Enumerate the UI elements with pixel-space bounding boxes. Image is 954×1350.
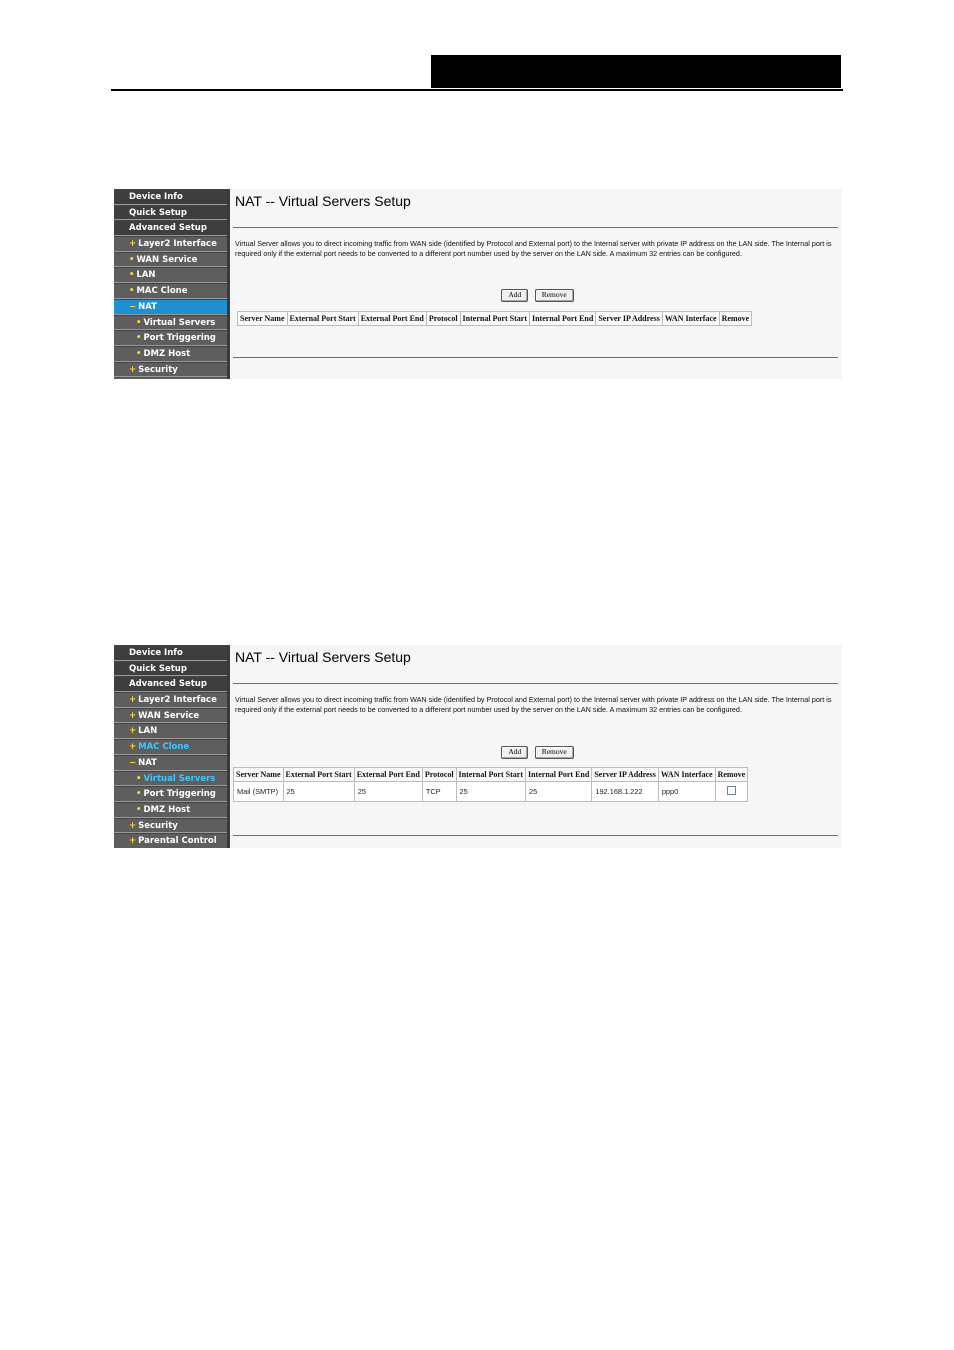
table-row bbox=[234, 782, 748, 802]
page-title: NAT -- Virtual Servers Setup bbox=[235, 649, 411, 665]
plus-icon: + bbox=[129, 239, 137, 250]
column-header: Protocol bbox=[426, 312, 460, 326]
column-header: Internal Port Start bbox=[456, 768, 525, 782]
sidebar-item-device-info[interactable]: Device Info bbox=[114, 189, 227, 205]
sidebar-item-port-triggering[interactable]: • Port Triggering bbox=[114, 330, 227, 346]
sidebar-item-security[interactable]: + Security bbox=[114, 362, 227, 378]
screenshot-virtual-servers-empty bbox=[114, 189, 842, 379]
table-cell: ppp0 bbox=[658, 782, 715, 802]
header-bar bbox=[431, 55, 841, 88]
description-text: Virtual Server allows you to direct incoming traffic from WAN side (identified by Protocol and External port) to the Internal server with private IP address on the LAN side. The Internal port is required only if the external port needs to be converted to a different port number used by the server on the LAN side. A maximum 32 entries can be configured. bbox=[235, 695, 832, 714]
bullet-icon: • bbox=[136, 773, 142, 784]
table-cell: 192.168.1.222 bbox=[592, 782, 658, 802]
plus-icon: + bbox=[129, 742, 137, 753]
sidebar-item-quick-setup[interactable]: Quick Setup bbox=[114, 661, 227, 677]
column-header: External Port End bbox=[354, 768, 422, 782]
remove-button[interactable]: Remove bbox=[535, 746, 574, 759]
sidebar-item-layer2-interface[interactable]: + Layer2 Interface bbox=[114, 692, 227, 708]
bullet-icon: • bbox=[129, 254, 135, 265]
bullet-icon: • bbox=[136, 789, 142, 800]
plus-icon: + bbox=[129, 364, 137, 375]
main-content bbox=[233, 189, 842, 379]
column-header: External Port End bbox=[358, 312, 426, 326]
header-rule bbox=[111, 89, 843, 91]
table-cell: 25 bbox=[525, 782, 591, 802]
sidebar-item-mac-clone[interactable]: • MAC Clone bbox=[114, 283, 227, 299]
divider bbox=[233, 835, 838, 836]
sidebar-item-lan[interactable]: + LAN bbox=[114, 723, 227, 739]
column-header: WAN Interface bbox=[658, 768, 715, 782]
plus-icon: + bbox=[129, 726, 137, 737]
virtual-servers-table bbox=[237, 311, 752, 326]
sidebar-nav bbox=[114, 645, 230, 848]
minus-icon: − bbox=[129, 757, 137, 768]
column-header: Server Name bbox=[234, 768, 284, 782]
table-cell: Mail (SMTP) bbox=[234, 782, 284, 802]
sidebar-item-advanced-setup[interactable]: Advanced Setup bbox=[114, 220, 227, 236]
sidebar-item-dmz-host[interactable]: • DMZ Host bbox=[114, 802, 227, 818]
plus-icon: + bbox=[129, 710, 137, 721]
sidebar-item-advanced-setup[interactable]: Advanced Setup bbox=[114, 676, 227, 692]
plus-icon: + bbox=[129, 695, 137, 706]
column-header: Server IP Address bbox=[596, 312, 662, 326]
divider bbox=[233, 683, 838, 684]
divider bbox=[233, 357, 838, 358]
column-header: Server Name bbox=[238, 312, 288, 326]
sidebar-item-virtual-servers[interactable]: • Virtual Servers bbox=[114, 315, 227, 331]
main-content bbox=[233, 645, 842, 848]
add-button[interactable]: Add bbox=[501, 746, 528, 759]
page-title: NAT -- Virtual Servers Setup bbox=[235, 193, 411, 209]
sidebar-item-layer2-interface[interactable]: + Layer2 Interface bbox=[114, 236, 227, 252]
sidebar-item-nat[interactable]: − NAT bbox=[114, 755, 227, 771]
bullet-icon: • bbox=[136, 804, 142, 815]
sidebar-item-virtual-servers[interactable]: • Virtual Servers bbox=[114, 771, 227, 787]
column-header: Server IP Address bbox=[592, 768, 658, 782]
minus-icon: − bbox=[129, 301, 137, 312]
sidebar-item-port-triggering[interactable]: • Port Triggering bbox=[114, 786, 227, 802]
column-header: Internal Port Start bbox=[460, 312, 529, 326]
table-cell: 25 bbox=[354, 782, 422, 802]
table-cell: TCP bbox=[422, 782, 456, 802]
sidebar-item-parental-control[interactable]: + Parental Control bbox=[114, 833, 227, 848]
bullet-icon: • bbox=[136, 317, 142, 328]
divider bbox=[233, 227, 838, 228]
sidebar-item-security[interactable]: + Security bbox=[114, 818, 227, 834]
bullet-icon: • bbox=[136, 348, 142, 359]
sidebar-nav bbox=[114, 189, 230, 379]
table-cell: 25 bbox=[456, 782, 525, 802]
virtual-servers-table bbox=[233, 767, 748, 802]
table-cell: 25 bbox=[283, 782, 354, 802]
plus-icon: + bbox=[129, 820, 137, 831]
column-header: Internal Port End bbox=[529, 312, 595, 326]
column-header: External Port Start bbox=[283, 768, 354, 782]
column-header: Protocol bbox=[422, 768, 456, 782]
sidebar-item-wan-service[interactable]: • WAN Service bbox=[114, 252, 227, 268]
column-header: WAN Interface bbox=[662, 312, 719, 326]
column-header: Internal Port End bbox=[525, 768, 591, 782]
remove-cell bbox=[715, 782, 748, 802]
sidebar-item-lan[interactable]: • LAN bbox=[114, 267, 227, 283]
bullet-icon: • bbox=[129, 286, 135, 297]
add-button[interactable]: Add bbox=[501, 289, 528, 302]
sidebar-item-mac-clone[interactable]: + MAC Clone bbox=[114, 739, 227, 755]
plus-icon: + bbox=[129, 836, 137, 847]
remove-checkbox[interactable] bbox=[727, 786, 736, 795]
bullet-icon: • bbox=[136, 333, 142, 344]
sidebar-item-nat[interactable]: − NAT bbox=[114, 299, 227, 315]
bullet-icon: • bbox=[129, 270, 135, 281]
button-row bbox=[233, 284, 842, 302]
column-header: Remove bbox=[719, 312, 752, 326]
button-row bbox=[233, 741, 842, 759]
sidebar-item-quick-setup[interactable]: Quick Setup bbox=[114, 205, 227, 221]
sidebar-item-wan-service[interactable]: + WAN Service bbox=[114, 708, 227, 724]
column-header: External Port Start bbox=[287, 312, 358, 326]
screenshot-virtual-servers-entry bbox=[114, 645, 842, 848]
sidebar-item-dmz-host[interactable]: • DMZ Host bbox=[114, 346, 227, 362]
description-text: Virtual Server allows you to direct incoming traffic from WAN side (identified by Protocol and External port) to the Internal server with private IP address on the LAN side. The Internal port is required only if the external port needs to be converted to a different port number used by the server on the LAN side. A maximum 32 entries can be configured. bbox=[235, 239, 832, 258]
sidebar-item-device-info[interactable]: Device Info bbox=[114, 645, 227, 661]
remove-button[interactable]: Remove bbox=[535, 289, 574, 302]
column-header: Remove bbox=[715, 768, 748, 782]
